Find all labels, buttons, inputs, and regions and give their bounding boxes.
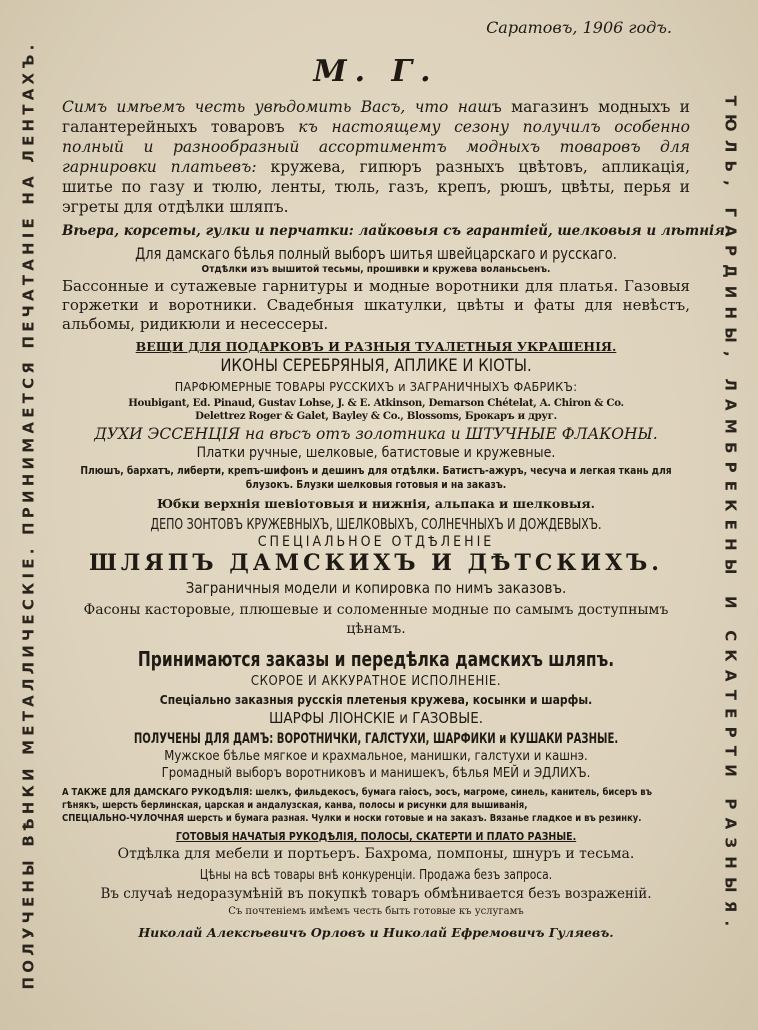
intro-text: ъ магазинъ модныхъ и галантерейныхъ товаровъ <box>62 98 691 136</box>
right-margin-banner <box>710 0 750 1030</box>
line-laces-scarves: Спеціально заказныя русскія плетеныя кружева, косынки и шарфы. <box>159 693 593 707</box>
signature-line: Николай Алексѣевичъ Орловъ и Николай Ефремовичъ Гуляевъ. <box>138 925 614 940</box>
line-needlework: А ТАКЖЕ ДЛЯ ДАМСКАГО РУКОДѢЛІЯ: шелкъ, фильдекосъ, бумага гаіосъ, эосъ, магроме, синель, канитель, бисеръ въ гѣнякъ, шерсть берлинская, царская и андалузская, канва, полосы и рисунки для вышиванія, <box>62 787 652 811</box>
intro-text-2: кружева, гипюръ разныхъ цвѣтовъ, апликація, шитье по газу и тюлю, ленты, тюль, газъ, крепъ, рюшъ, цвѣты, перья и эгреты для отдѣлки шляпъ. <box>62 158 690 216</box>
line-linen-embroidery: Для дамскаго бѣлья полный выборъ шитья швейцарскаго и русскаго. <box>135 244 617 263</box>
line-fabrics: Плюшъ, бархатъ, либерти, крепъ-шифонъ и дешинъ для отдѣлки. Батистъ-ажуръ, чесуча и легкая ткань для блузокъ. Блузки шелковыя готовыя и на заказъ. <box>80 466 672 491</box>
line-furniture: Отдѣлка для мебели и портьеръ. Бахрома, помпоны, шнуръ и тесьма. <box>117 846 635 862</box>
line-special-dept: СПЕЦІАЛЬНОЕ ОТДѢЛЕНІЕ <box>257 534 495 550</box>
line-icons: ИКОНЫ СЕРЕБРЯНЫЯ, АПЛИКЕ И КІОТЫ. <box>220 356 532 375</box>
right-margin-text: ТЮЛЬ, ГАРДИНЫ, ЛАМБРЕКЕНЫ И СКАТЕРТИ РАЗНЫЯ. <box>721 95 739 935</box>
line-prices: Цѣны на всѣ товары внѣ конкуренціи. Продажа безъ запроса. <box>199 867 553 883</box>
line-brands-1: Houbigant, Ed. Pinaud, Gustav Lohse, J. & E. Atkinson, Demarson Chételat, A. Chiron & Co. <box>128 397 624 409</box>
left-margin-banner <box>8 0 48 1030</box>
line-orders-hats: Принимаются заказы и передѣлка дамскихъ шляпъ. <box>137 647 615 671</box>
line-stockings: СПЕЦІАЛЬНО-ЧУЛОЧНАЯ шерсть и бумага разная. Чулки и носки готовые и на заказъ. Вязанье гладкое и въ резинку. <box>62 813 642 824</box>
line-umbrellas: ДЕПО ЗОНТОВЪ КРУЖЕВНЫХЪ, ШЕЛКОВЫХЪ, СОЛНЕЧНЫХЪ И ДОЖДЕВЫХЪ. <box>150 515 602 533</box>
line-gifts: ВЕЩИ ДЛЯ ПОДАРКОВЪ И РАЗНЫЯ ТУАЛЕТНЫЯ УКРАШЕНІЯ. <box>135 339 617 354</box>
line-exchange: Въ случаѣ недоразумѣній въ покупкѣ товаръ обмѣнивается безъ возраженій. <box>100 886 652 902</box>
intro-italic: Симъ имѣемъ честь увѣдомить Васъ, что наш <box>62 98 492 116</box>
line-hat-shapes: Фасоны касторовые, плюшевые и соломенные модные по самымъ доступнымъ цѣнамъ. <box>83 602 669 637</box>
line-hats-heading: ШЛЯПЪ ДАМСКИХЪ И ДѢТСКИХЪ. <box>89 550 663 576</box>
line-for-ladies: ПОЛУЧЕНЫ ДЛЯ ДАМЪ: ВОРОТНИЧКИ, ГАЛСТУХИ, ШАРФИКИ и КУШАКИ РАЗНЫЕ. <box>133 731 619 747</box>
line-collars: Громадный выборъ воротниковъ и манишекъ, бѣлья МЕЙ и ЭДЛИХЪ. <box>161 766 591 781</box>
intro-paragraph <box>62 97 690 217</box>
salutation-title: М. Г. <box>313 54 439 89</box>
line-perfume-essence: ДУХИ ЭССЕНЦІЯ на вѣсъ отъ золотника и ШТУЧНЫЕ ФЛАКОНЫ. <box>94 425 658 443</box>
line-quick-execution: СКОРОЕ И АККУРАТНОЕ ИСПОЛНЕНІЕ. <box>250 674 502 689</box>
date-line: Саратовъ, 1906 годъ. <box>486 18 672 37</box>
line-ready-needlework: ГОТОВЫЯ НАЧАТЫЯ РУКОДѢЛІЯ, ПОЛОСЫ, СКАТЕРТИ И ПЛАТО РАЗНЫЕ. <box>175 831 577 843</box>
left-margin-text: ПОЛУЧЕНЫ ВѢНКИ МЕТАЛЛИЧЕСКІЕ. ПРИНИМАЕТСЯ ПЕЧАТАНІЕ НА ЛЕНТАХЪ. <box>19 40 37 990</box>
line-garnitures: Бассонные и сутажевые гарнитуры и модные воротники для платья. Газовыя горжетки и воротники. Свадебныя шкатулки, цвѣты и фаты для невѣстъ, альбомы, ридикюли и несессеры. <box>62 277 690 333</box>
line-skirts: Юбки верхнія шевіотовыя и нижнія, альпака и шелковыя. <box>156 496 596 511</box>
line-respects: Съ почтеніемъ имѣемъ честь быть готовые къ услугамъ <box>228 906 524 917</box>
line-handkerchiefs: Платки ручные, шелковые, батистовые и кружевные. <box>196 445 556 461</box>
line-fans-corsets: Вѣера, корсеты, гулки и перчатки: лайковыя съ гарантіей, шелковыя и лѣтнія. <box>62 223 730 239</box>
line-lyon-scarves: ШАРФЫ ЛІОНСКІЕ и ГАЗОВЫЕ. <box>268 709 484 727</box>
line-brands-2: Delettrez Roger & Galet, Bayley & Co., Blossoms, Брокаръ и друг. <box>195 410 557 422</box>
line-mens-linen: Мужское бѣлье мягкое и крахмальное, манишки, галстухи и кашнэ. <box>164 749 588 764</box>
intro-italic-2: къ настоящему сезону получилъ особенно полный и разнообразный ассортиментъ модныхъ товаровъ для гарнировки платьевъ: <box>62 118 690 176</box>
line-perfume: ПАРФЮМЕРНЫЕ ТОВАРЫ РУССКИХЪ и ЗАГРАНИЧНЫХЪ ФАБРИКЪ: <box>174 379 578 394</box>
line-trimmings: Отдѣлки изъ вышитой тесьмы, прошивки и кружева воланьсьенъ. <box>201 264 551 275</box>
line-foreign-models: Заграничныя модели и копировка по нимъ заказовъ. <box>185 579 567 597</box>
